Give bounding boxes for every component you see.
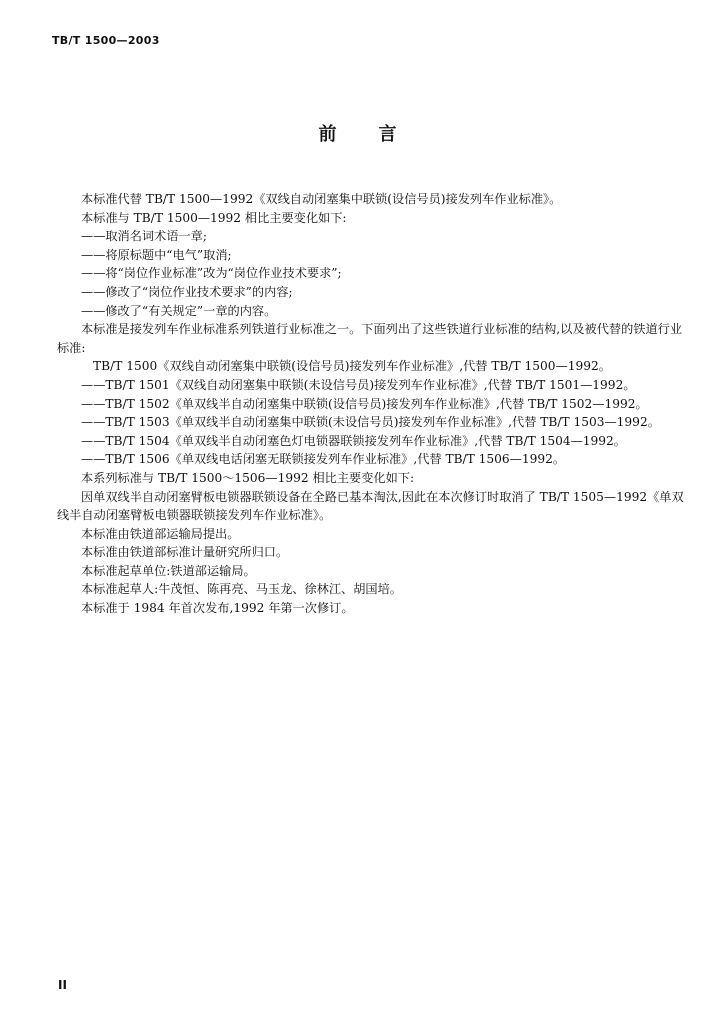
paragraph: 因单双线半自动闭塞臂板电锁器联锁设备在全路已基本淘汰,因此在本次修订时取消了 TB/T 1505—1992《单双线半自动闭塞臂板电锁器联锁接发列车作业标准》。: [57, 489, 684, 523]
paragraph: 本标准代替 TB/T 1500—1992《双线自动闭塞集中联锁(设信号员)接发列车作业标准》。: [81, 192, 562, 206]
list-item: ——TB/T 1504《单双线半自动闭塞色灯电锁器联锁接发列车作业标准》,代替 TB/T 1504—1992。: [81, 433, 626, 448]
list-item: ——修改了“有关规定”一章的内容。: [81, 303, 277, 318]
list-item: ——将原标题中“电气”取消;: [81, 247, 232, 262]
list-item: ——TB/T 1501《双线自动闭塞集中联锁(未设信号员)接发列车作业标准》,代替 TB/T 1501—1992。: [81, 377, 636, 392]
paragraph: 本标准是接发列车作业标准系列铁道行业标准之一。下面列出了这些铁道行业标准的结构,以及被代替的铁道行业标准:: [57, 322, 683, 355]
paragraph: 本标准于 1984 年首次发布,1992 年第一次修订。: [81, 601, 354, 616]
standard-code-header: TB/T 1500—2003: [52, 34, 160, 47]
list-item: ——将“岗位作业标准”改为“岗位作业技术要求”;: [81, 266, 342, 281]
page-number: II: [58, 978, 67, 992]
list-item: ——TB/T 1502《单双线半自动闭塞集中联锁(设信号员)接发列车作业标准》,代替 TB/T 1502—1992。: [81, 396, 648, 411]
foreword-body: [57, 190, 687, 618]
page-title: 前言: [318, 124, 439, 145]
paragraph: 本标准由铁道部标准计量研究所归口。: [81, 545, 289, 560]
list-item: TB/T 1500《双线自动闭塞集中联锁(设信号员)接发列车作业标准》,代替 TB/T 1500—1992。: [93, 359, 611, 374]
paragraph: 本标准由铁道部运输局提出。: [81, 526, 240, 541]
paragraph: 本标准与 TB/T 1500—1992 相比主要变化如下:: [81, 210, 347, 225]
paragraph: 本标准起草单位:铁道部运输局。: [81, 563, 256, 578]
list-item: ——修改了“岗位作业技术要求”的内容;: [81, 284, 293, 299]
list-item: ——TB/T 1506《单双线电话闭塞无联锁接发列车作业标准》,代替 TB/T 1506—1992。: [81, 452, 566, 467]
paragraph: 本系列标准与 TB/T 1500～1506—1992 相比主要变化如下:: [81, 470, 415, 485]
list-item: ——TB/T 1503《单双线半自动闭塞集中联锁(未设信号员)接发列车作业标准》,代替 TB/T 1503—1992。: [81, 415, 660, 430]
list-item: ——取消名词术语一章;: [81, 229, 207, 244]
paragraph: 本标准起草人:牛茂恒、陈再亮、马玉龙、徐林江、胡国培。: [81, 582, 402, 597]
